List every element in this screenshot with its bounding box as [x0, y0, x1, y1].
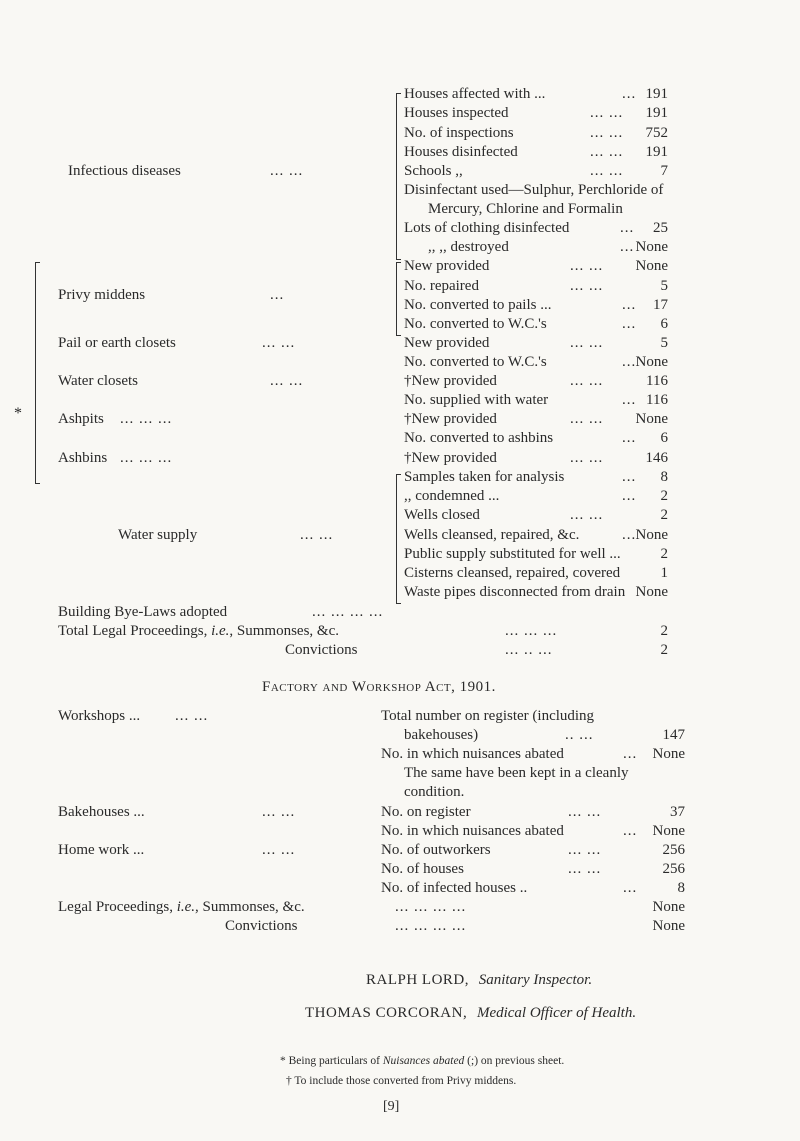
workshops-row-1-value: 147: [662, 727, 685, 743]
inspector-title: Sanitary Inspector.: [478, 972, 593, 988]
infectious-row-2-value: 752: [645, 125, 668, 141]
privy-row-2-dots: ...: [622, 297, 637, 313]
ashpits-dots: ... ... ...: [120, 411, 173, 427]
convictions-2-label: Convictions: [225, 918, 298, 934]
legal-proceedings-2-pre: Legal Proceedings,: [58, 899, 177, 915]
bakehouses-row-0-value: 37: [670, 804, 685, 820]
footnote-1-italic: Nuisances abated: [382, 1055, 465, 1067]
infectious-row-2: No. of inspections: [404, 125, 514, 141]
home-work-dots: ... ...: [262, 842, 296, 858]
water-supply-row-2-dots: ... ...: [570, 507, 604, 523]
infectious-row2-1: ,, ,, destroyed: [428, 239, 509, 255]
privy-row-1: No. repaired: [404, 278, 479, 294]
bakehouses-row-1-value: None: [652, 823, 685, 839]
pail-row-1: No. converted to W.C.'s: [404, 354, 547, 370]
footnote-1: [280, 1055, 564, 1067]
ashbins-row-0-value: 146: [645, 450, 668, 466]
workshops-row-2-dots: ...: [623, 746, 638, 762]
signature-inspector: [366, 972, 592, 989]
home-work-row-1-value: 256: [662, 861, 685, 877]
home-work-row-0-dots: ... ...: [568, 842, 602, 858]
infectious-row2-1-value: None: [635, 239, 668, 255]
privy-row-2: No. converted to pails ...: [404, 297, 552, 313]
infectious-row-1-value: 191: [645, 105, 668, 121]
home-work-row-1: No. of houses: [381, 861, 464, 877]
medical-officer-title: Medical Officer of Health.: [476, 1005, 637, 1021]
signature-medical-officer: [305, 1005, 636, 1022]
ashpits-row-1: No. converted to ashbins: [404, 430, 554, 446]
water-supply-row-2: Wells closed: [404, 507, 480, 523]
water-closets-row-0-value: 116: [646, 373, 668, 389]
ashpits-row-1-value: 6: [660, 430, 668, 446]
water-closets-dots: ... ...: [270, 373, 304, 389]
workshops-note-2: condition.: [404, 784, 465, 800]
pail-label: Pail or earth closets: [58, 335, 176, 351]
ashpits-row-0: †New provided: [404, 411, 497, 427]
legal-proceedings-pre: Total Legal Proceedings,: [58, 623, 212, 639]
water-supply-row-0: Samples taken for analysis: [404, 469, 565, 485]
home-work-row-2-dots: ...: [623, 880, 638, 896]
workshops-row-2-value: None: [652, 746, 685, 762]
pail-row-1-value: None: [635, 354, 668, 370]
infectious-row-2-dots: ... ...: [590, 125, 624, 141]
pail-row-0-value: 5: [660, 335, 668, 351]
workshops-dots: ... ...: [175, 708, 209, 724]
home-work-row-0: No. of outworkers: [381, 842, 491, 858]
workshops-row-1a: Total number on register (including: [381, 708, 595, 724]
convictions-2-dots: ... ... ... ...: [395, 918, 467, 934]
infectious-row-1: Houses inspected: [404, 105, 509, 121]
footnote-2: † To include those converted from Privy middens.: [286, 1075, 517, 1087]
infectious-row-3-dots: ... ...: [590, 144, 624, 160]
inspector-name: RALPH LORD,: [366, 972, 470, 988]
asterisk-marker: *: [14, 405, 22, 422]
bakehouses-dots: ... ...: [262, 804, 296, 820]
water-supply-row-1-value: 2: [660, 488, 668, 504]
infectious-row-4-value: 7: [660, 163, 668, 179]
water-supply-brace: [396, 474, 397, 604]
privy-brace: [396, 262, 397, 336]
legal-proceedings-value: 2: [660, 623, 668, 639]
home-work-label: Home work ...: [58, 842, 145, 858]
infectious-row-0-value: 191: [645, 86, 668, 102]
water-closets-label: Water closets: [58, 373, 139, 389]
water-supply-row-0-dots: ...: [622, 469, 637, 485]
ashbins-label: Ashbins: [58, 450, 108, 466]
infectious-row2-0-value: 25: [653, 220, 668, 236]
water-supply-row-0-value: 8: [660, 469, 668, 485]
water-closets-row-1-dots: ...: [622, 392, 637, 408]
legal-proceedings-post: , Summonses, &c.: [229, 623, 339, 639]
bakehouses-row-1: No. in which nuisances abated: [381, 823, 564, 839]
factory-heading: Factory and Workshop Act, 1901.: [262, 679, 496, 695]
privy-row-0-dots: ... ...: [570, 258, 604, 274]
workshops-row-1b: bakehouses): [404, 727, 479, 743]
workshops-note-1: The same have been kept in a cleanly: [404, 765, 629, 781]
ashpits-row-0-dots: ... ...: [570, 411, 604, 427]
privy-row-3-dots: ...: [622, 316, 637, 332]
bakehouses-row-0-dots: ... ...: [568, 804, 602, 820]
bye-laws-label: Building Bye-Laws adopted: [58, 604, 228, 620]
medical-officer-name: THOMAS CORCORAN,: [305, 1005, 468, 1021]
infectious-brace: [396, 93, 397, 260]
infectious-row-4-dots: ... ...: [590, 163, 624, 179]
legal-proceedings-dots: ... ... ...: [505, 623, 558, 639]
water-supply-row-1-dots: ...: [622, 488, 637, 504]
legal-proceedings-ie: i.e.: [211, 623, 230, 639]
legal-proceedings-2-label: [58, 899, 305, 916]
infectious-row2-1-dots: ...: [620, 239, 635, 255]
sanitary-group-brace: [35, 262, 36, 484]
water-supply-row-3-value: None: [635, 527, 668, 543]
infectious-label: Infectious diseases: [68, 163, 181, 179]
privy-row-1-value: 5: [660, 278, 668, 294]
privy-row-0: New provided: [404, 258, 490, 274]
infectious-row2-0-dots: ...: [620, 220, 635, 236]
infectious-row-3: Houses disinfected: [404, 144, 518, 160]
pail-row-1-dots: ...: [622, 354, 637, 370]
privy-row-3-value: 6: [660, 316, 668, 332]
home-work-row-1-dots: ... ...: [568, 861, 602, 877]
legal-proceedings-2-dots: ... ... ... ...: [395, 899, 467, 915]
water-supply-row-6-value: None: [635, 584, 668, 600]
water-supply-row-5: Cisterns cleansed, repaired, covered: [404, 565, 621, 581]
legal-proceedings-2-post: , Summonses, &c.: [195, 899, 305, 915]
workshops-label: Workshops ...: [58, 708, 141, 724]
convictions-2-value: None: [652, 918, 685, 934]
infectious-row-1-dots: ... ...: [590, 105, 624, 121]
pail-dots: ... ...: [262, 335, 296, 351]
bakehouses-label: Bakehouses ...: [58, 804, 145, 820]
bakehouses-row-0: No. on register: [381, 804, 471, 820]
water-supply-row-6: Waste pipes disconnected from drain: [404, 584, 626, 600]
footnote-1-post: (;) on previous sheet.: [464, 1055, 565, 1067]
bye-laws-dots: ... ... ... ...: [312, 604, 384, 620]
legal-proceedings-label: [58, 623, 339, 640]
legal-proceedings-2-value: None: [652, 899, 685, 915]
water-supply-dots: ... ...: [300, 527, 334, 543]
privy-row-1-dots: ... ...: [570, 278, 604, 294]
convictions-value: 2: [660, 642, 668, 658]
infectious-row-4: Schools ,,: [404, 163, 463, 179]
water-closets-row-0-dots: ... ...: [570, 373, 604, 389]
legal-proceedings-2-ie: i.e.: [176, 899, 196, 915]
disinfectant-line-2: Mercury, Chlorine and Formalin: [428, 201, 623, 217]
ashbins-row-0-dots: ... ...: [570, 450, 604, 466]
ashpits-row-1-dots: ...: [622, 430, 637, 446]
home-work-row-0-value: 256: [662, 842, 685, 858]
water-supply-label: Water supply: [118, 527, 198, 543]
privy-label: Privy middens: [58, 287, 146, 303]
privy-dots: ...: [270, 287, 285, 303]
water-supply-row-4-value: 2: [660, 546, 668, 562]
ashbins-dots: ... ... ...: [120, 450, 173, 466]
ashpits-row-0-value: None: [635, 411, 668, 427]
water-supply-row-3: Wells cleansed, repaired, &c.: [404, 527, 580, 543]
infectious-row-0: Houses affected with ...: [404, 86, 546, 102]
privy-row-0-value: None: [635, 258, 668, 274]
infectious-dots: ... ...: [270, 163, 304, 179]
privy-row-3: No. converted to W.C.'s: [404, 316, 547, 332]
water-closets-row-1: No. supplied with water: [404, 392, 549, 408]
water-supply-row-4: Public supply substituted for well ...: [404, 546, 621, 562]
workshops-row-1-dots: .. ...: [565, 727, 594, 743]
pail-row-0: New provided: [404, 335, 490, 351]
convictions-label: Convictions: [285, 642, 358, 658]
infectious-row-0-dots: ...: [622, 86, 637, 102]
workshops-row-2: No. in which nuisances abated: [381, 746, 564, 762]
pail-row-0-dots: ... ...: [570, 335, 604, 351]
water-supply-row-5-value: 1: [660, 565, 668, 581]
home-work-row-2: No. of infected houses ..: [381, 880, 528, 896]
footnote-1-pre: * Being particulars of: [280, 1055, 383, 1067]
water-closets-row-1-value: 116: [646, 392, 668, 408]
ashbins-row-0: †New provided: [404, 450, 497, 466]
water-supply-row-2-value: 2: [660, 507, 668, 523]
water-closets-row-0: †New provided: [404, 373, 497, 389]
bakehouses-row-1-dots: ...: [623, 823, 638, 839]
infectious-row2-0: Lots of clothing disinfected: [404, 220, 570, 236]
ashpits-label: Ashpits: [58, 411, 104, 427]
page-number: [9]: [383, 1099, 400, 1114]
disinfectant-line-1: Disinfectant used—Sulphur, Perchloride of: [404, 182, 664, 198]
convictions-dots: ... .. ...: [505, 642, 553, 658]
infectious-row-3-value: 191: [645, 144, 668, 160]
water-supply-row-3-dots: ...: [622, 527, 637, 543]
home-work-row-2-value: 8: [677, 880, 685, 896]
privy-row-2-value: 17: [653, 297, 668, 313]
water-supply-row-1: ,, condemned ...: [404, 488, 500, 504]
